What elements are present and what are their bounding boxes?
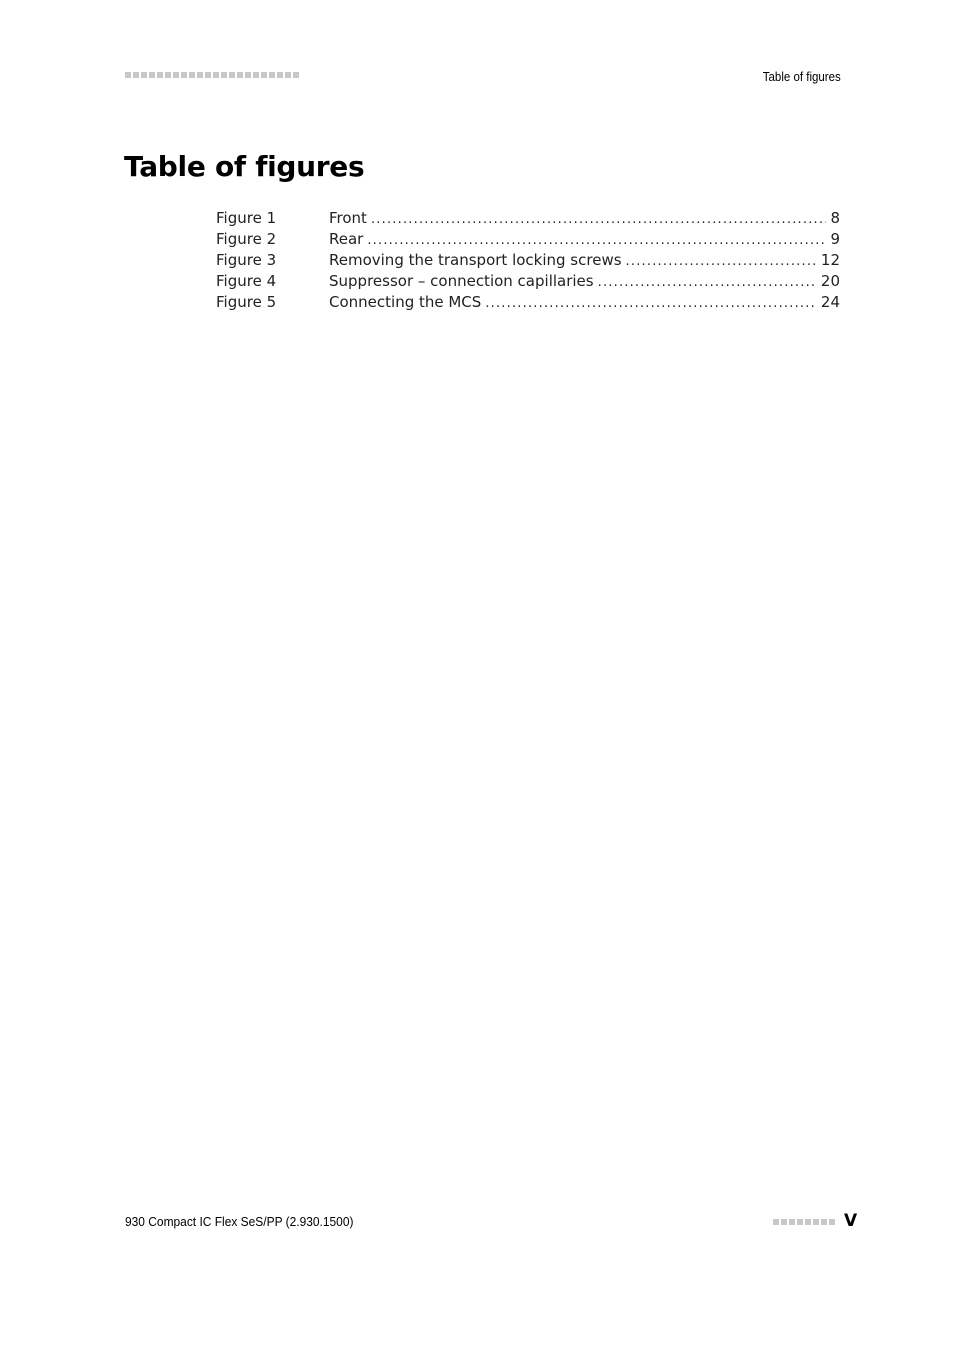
toc-entry[interactable] [216,208,840,229]
figure-title: Suppressor – connection capillaries [329,272,594,290]
footer-product-name: 930 Compact IC Flex SeS/PP (2.930.1500) [125,1214,354,1229]
figure-page: 20 [820,272,840,290]
figure-page: 24 [820,293,840,311]
toc-entry[interactable] [216,292,840,313]
figure-title: Front [329,209,367,227]
dot-leader [485,293,817,314]
toc-entry[interactable] [216,229,840,250]
dot-leader [371,209,827,230]
figure-label: Figure 2 [216,230,277,248]
dot-leader [626,251,817,272]
dot-leader [367,230,826,251]
page-number: V [844,1211,858,1231]
figure-label: Figure 4 [216,272,277,290]
figure-title: Connecting the MCS [329,293,482,311]
figure-title: Rear [329,230,364,248]
footer-decoration-squares [773,1219,835,1225]
running-head: Table of figures [763,70,841,84]
figure-page: 12 [820,251,840,269]
toc-entry[interactable] [216,271,840,292]
figure-title: Removing the transport locking screws [329,251,622,269]
dot-leader [598,272,817,293]
figure-page: 8 [830,209,840,227]
figure-label: Figure 1 [216,209,277,227]
header-decoration-squares [125,72,299,78]
toc-entry[interactable] [216,250,840,271]
page-title: Table of figures [124,150,365,183]
figure-label: Figure 3 [216,251,277,269]
table-of-figures [216,208,840,313]
figure-label: Figure 5 [216,293,277,311]
figure-page: 9 [830,230,840,248]
